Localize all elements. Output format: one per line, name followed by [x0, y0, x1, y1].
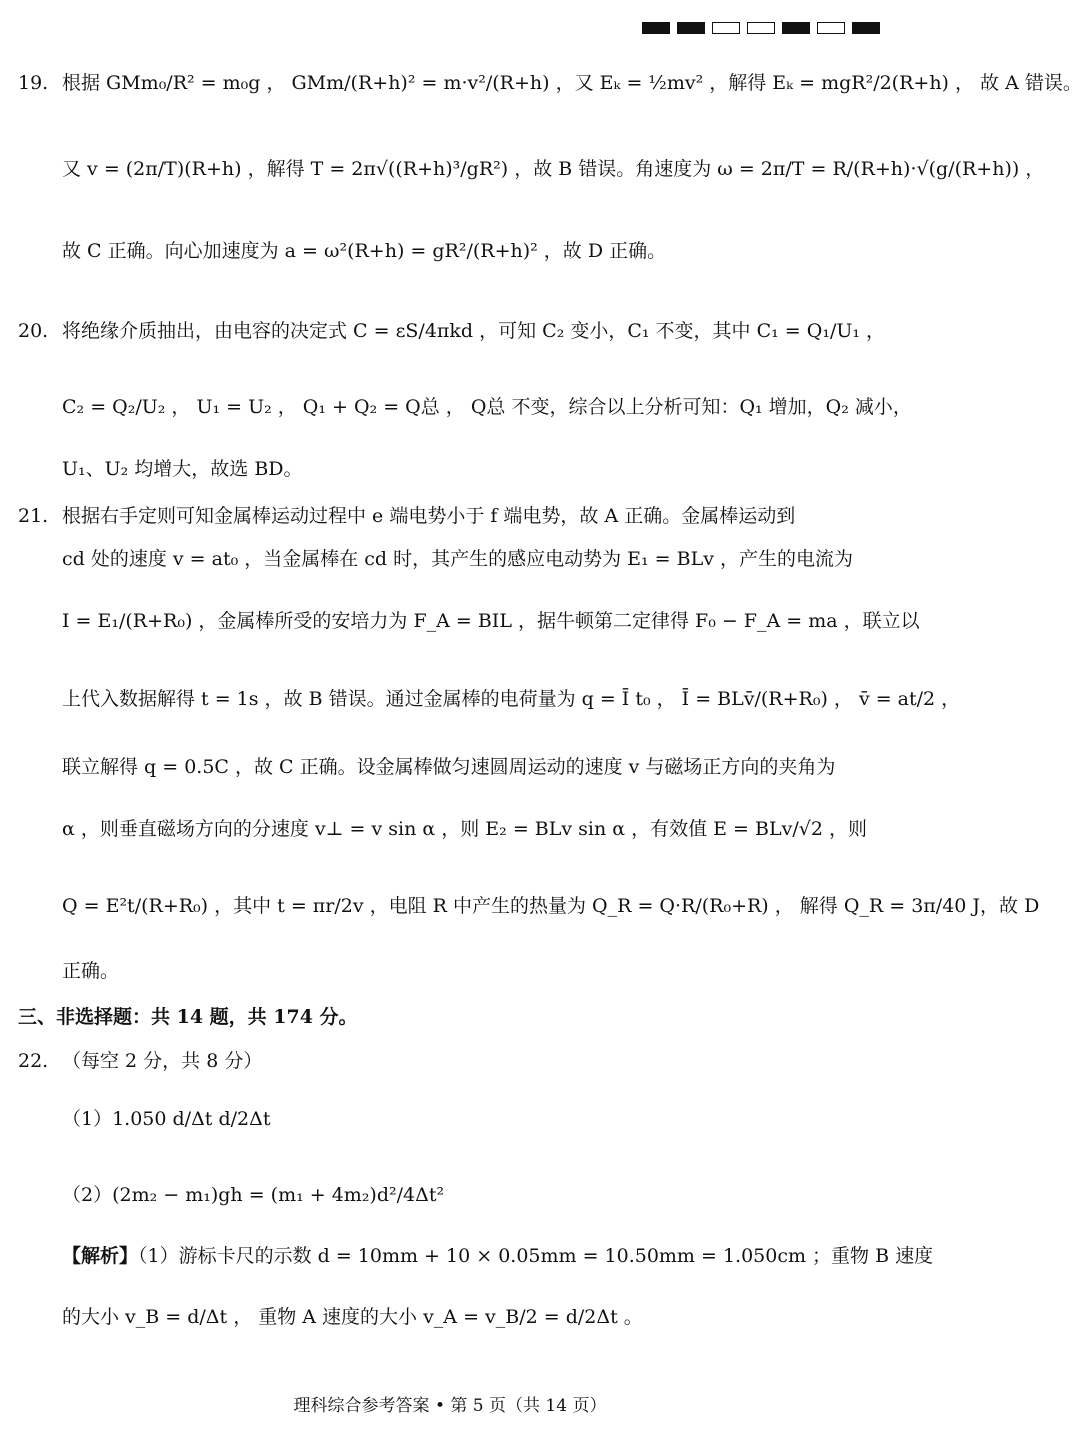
- q20-line-2: C₂ = Q₂/U₂ ， U₁ = U₂ ， Q₁ + Q₂ = Q总 ， Q总 不变，综合以上分析可知：Q₁ 增加，Q₂ 减小，: [62, 396, 912, 418]
- q19-line-1: [18, 72, 1082, 95]
- section-3-title: 三、非选择题：共 14 题，共 174 分。: [18, 1006, 358, 1028]
- q19-number: 19.: [18, 72, 49, 94]
- q20-line-1: [18, 320, 886, 343]
- page-marks: [642, 22, 880, 34]
- q21-line-1: [18, 505, 880, 528]
- analysis-tag: 【解析】: [62, 1245, 139, 1267]
- q21-text-1: 根据右手定则可知金属棒运动过程中 e 端电势小于 f 端电势，故 A 正确。金属棒运动到: [62, 505, 796, 527]
- q21-line-4: 上代入数据解得 t = 1s ，故 B 错误。通过金属棒的电荷量为 q = Ī t₀ ， Ī = BLv̄/(R+R₀) ， v̄ = at/2 ，: [62, 688, 961, 710]
- q22-line-1: [18, 1050, 880, 1073]
- q20-number: 20.: [18, 320, 49, 342]
- filled-square-mark: [852, 22, 880, 34]
- q21-line-7: Q = E²t/(R+R₀) ，其中 t = πr/2v ，电阻 R 中产生的热量为 Q_R = Q·R/(R₀+R) ， 解得 Q_R = 3π/40 J，故 D: [62, 895, 1040, 917]
- q22-answer-1: （1）1.050 d/Δt d/2Δt: [62, 1108, 271, 1130]
- q21-line-6: α ，则垂直磁场方向的分速度 v⊥ = v sin α ，则 E₂ = BLv sin α ，有效值 E = BLv/√2 ，则: [62, 818, 867, 840]
- filled-square-mark: [782, 22, 810, 34]
- empty-square-mark: [747, 22, 775, 34]
- page-footer: 理科综合参考答案 • 第 5 页（共 14 页）: [293, 1396, 607, 1416]
- q19-text-1: 根据 GMm₀/R² = m₀g ， GMm/(R+h)² = m·v²/(R+h) ，又 Eₖ = ½mv² ，解得 Eₖ = mgR²/2(R+h) ， 故 A 错误。: [62, 72, 1082, 94]
- filled-square-mark: [642, 22, 670, 34]
- q21-line-5: 联立解得 q = 0.5C ，故 C 正确。设金属棒做匀速圆周运动的速度 v 与磁场正方向的夹角为: [62, 756, 836, 778]
- q22-intro: （每空 2 分，共 8 分）: [62, 1050, 263, 1072]
- q19-line-3: 故 C 正确。向心加速度为 a = ω²(R+h) = gR²/(R+h)² ，故 D 正确。: [62, 240, 667, 262]
- q21-line-8: 正确。: [62, 960, 120, 982]
- q21-line-3: I = E₁/(R+R₀) ，金属棒所受的安培力为 F_A = BIL ，据牛顿第二定律得 F₀ − F_A = ma ，联立以: [62, 610, 920, 632]
- q22-answer-2: （2）(2m₂ − m₁)gh = (m₁ + 4m₂)d²/4Δt²: [62, 1184, 445, 1206]
- q19-line-2: 又 v = (2π/T)(R+h) ，解得 T = 2π√((R+h)³/gR²) ，故 B 错误。角速度为 ω = 2π/T = R/(R+h)·√(g/(R+h)) ，: [62, 158, 1045, 180]
- empty-square-mark: [817, 22, 845, 34]
- q22-analysis-line-2: 的大小 v_B = d/Δt ， 重物 A 速度的大小 v_A = v_B/2 = d/2Δt 。: [62, 1306, 643, 1328]
- filled-square-mark: [677, 22, 705, 34]
- q21-line-2: cd 处的速度 v = at₀ ，当金属棒在 cd 时，其产生的感应电动势为 E₁ = BLv ，产生的电流为: [62, 548, 853, 570]
- q20-text-1: 将绝缘介质抽出，由电容的决定式 C = εS/4πkd ，可知 C₂ 变小，C₁ 不变，其中 C₁ = Q₁/U₁ ，: [62, 320, 886, 342]
- empty-square-mark: [712, 22, 740, 34]
- q22-analysis-text-1: （1）游标卡尺的示数 d = 10mm + 10 × 0.05mm = 10.50mm = 1.050cm ；重物 B 速度: [138, 1245, 934, 1267]
- q21-number: 21.: [18, 505, 49, 527]
- q20-line-3: U₁、U₂ 均增大，故选 BD。: [62, 458, 303, 480]
- q22-number: 22.: [18, 1050, 49, 1072]
- q22-analysis-line-1: [62, 1245, 934, 1268]
